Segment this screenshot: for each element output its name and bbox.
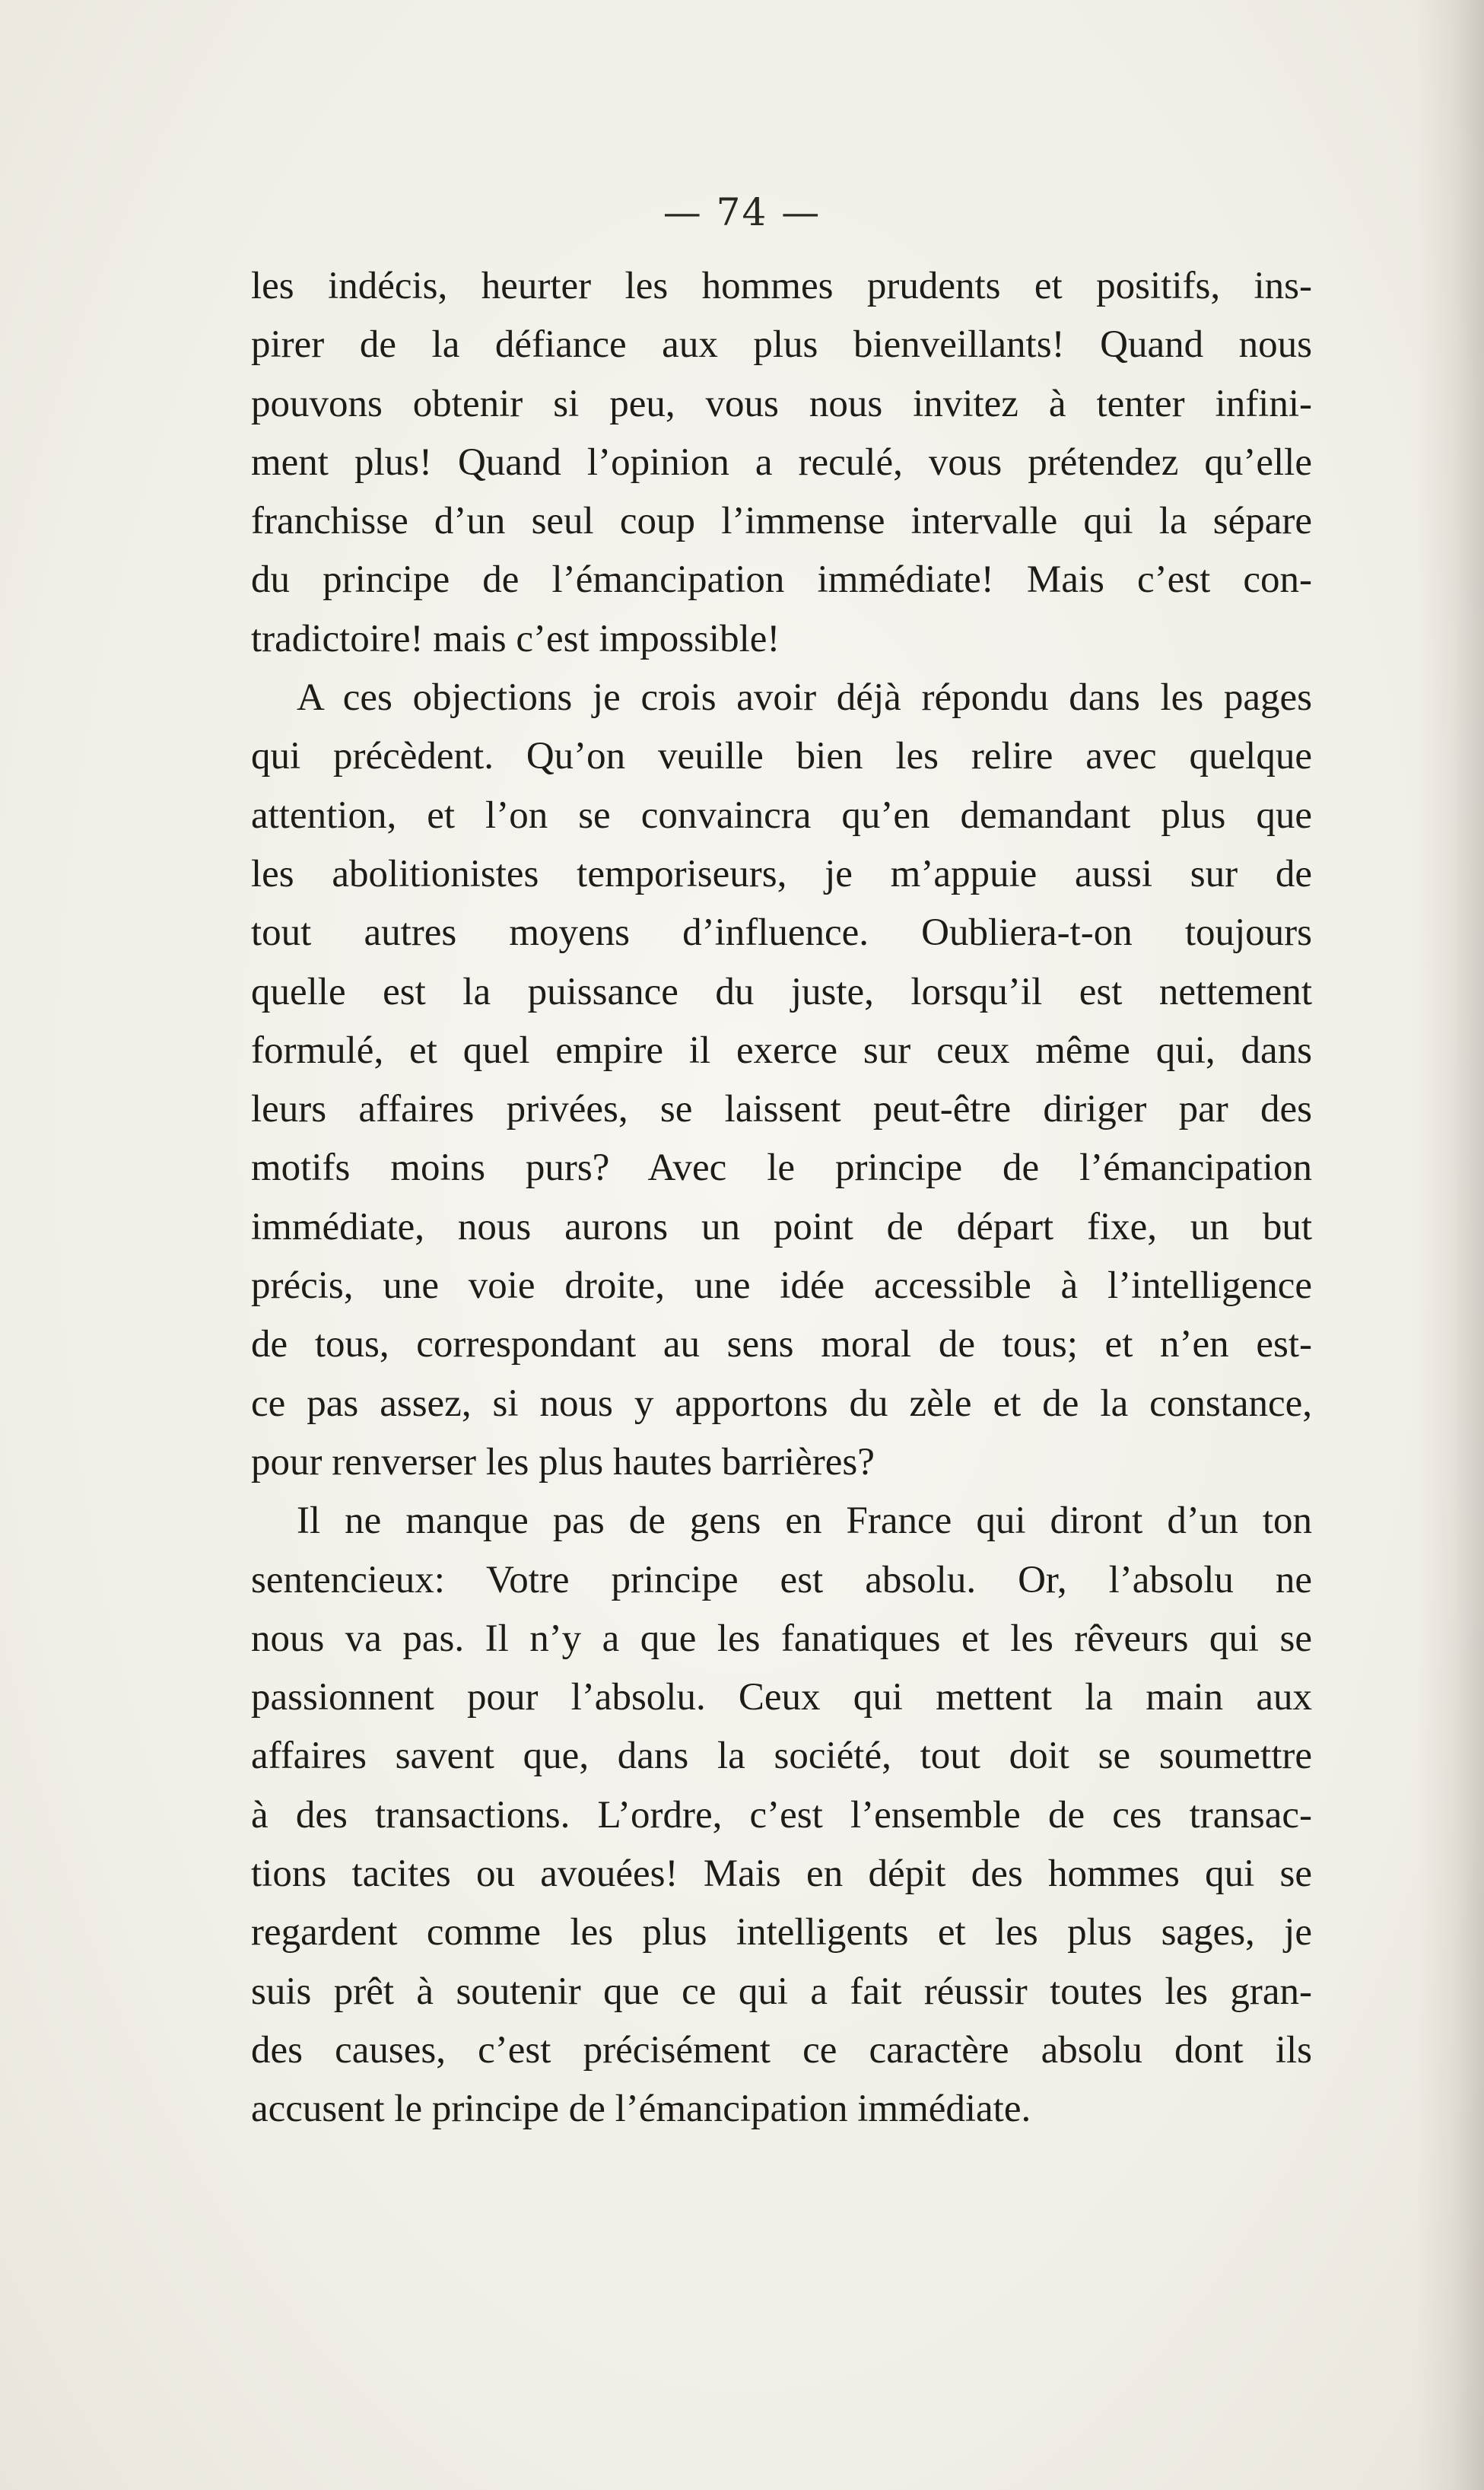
- text-line: tions tacites ou avouées! Mais en dépit des hommes qui se: [251, 1852, 1312, 1896]
- text-line: les indécis, heurter les hommes prudents et positifs, ins-: [251, 265, 1312, 307]
- text-line: attention, et l’on se convaincra qu’en demandant plus que: [251, 793, 1312, 837]
- text-line: du principe de l’émancipation immédiate! Mais c’est con-: [251, 558, 1312, 602]
- text-line: franchisse d’un seul coup l’immense intervalle qui la sépare: [251, 500, 1312, 543]
- text-line: A ces objections je crois avoir déjà répondu dans les pages: [297, 676, 1312, 720]
- text-line: tout autres moyens d’influence. Oubliera-t-on toujours: [251, 911, 1312, 955]
- text-line: regardent comme les plus intelligents et les plus sages, je: [251, 1911, 1312, 1954]
- text-line: pirer de la défiance aux plus bienveillants! Quand nous: [251, 323, 1312, 367]
- text-line: Il ne manque pas de gens en France qui diront d’un ton: [297, 1499, 1312, 1543]
- text-line: à des transactions. L’ordre, c’est l’ensemble de ces transac-: [251, 1793, 1312, 1836]
- text-line: nous va pas. Il n’y a que les fanatiques et les rêveurs qui se: [251, 1617, 1312, 1660]
- text-line: qui précèdent. Qu’on veuille bien les relire avec quelque: [251, 735, 1312, 778]
- text-line: les abolitionistes temporiseurs, je m’appuie aussi sur de: [251, 852, 1312, 895]
- text-line: des causes, c’est précisément ce caractère absolu dont ils: [251, 2028, 1312, 2072]
- body-text: [251, 257, 1312, 2139]
- text-line: pouvons obtenir si peu, vous nous invitez à tenter infini-: [251, 382, 1312, 425]
- text-line: immédiate, nous aurons un point de départ fixe, un but: [251, 1205, 1312, 1248]
- text-line: ment plus! Quand l’opinion a reculé, vous prétendez qu’elle: [251, 440, 1312, 484]
- text-line: accusent le principe de l’émancipation immédiate.: [251, 2088, 1031, 2131]
- text-line: passionnent pour l’absolu. Ceux qui mettent la main aux: [251, 1676, 1312, 1719]
- text-line: motifs moins purs? Avec le principe de l’émancipation: [251, 1146, 1312, 1190]
- paragraph-3: [251, 1492, 1312, 2139]
- text-line: quelle est la puissance du juste, lorsqu’il est nettement: [251, 970, 1312, 1013]
- page-edge-shadow: [1416, 0, 1484, 2490]
- text-line: ce pas assez, si nous y apportons du zèle et de la constance,: [251, 1382, 1312, 1425]
- paragraph-1: [251, 257, 1312, 669]
- text-line: précis, une voie droite, une idée accessible à l’intelligence: [251, 1264, 1312, 1308]
- text-line: affaires savent que, dans la société, tout doit se soumettre: [251, 1735, 1312, 1778]
- text-line: tradictoire! mais c’est impossible!: [251, 617, 780, 660]
- text-line: sentencieux: Votre principe est absolu. Or, l’absolu ne: [251, 1558, 1312, 1601]
- text-line: pour renverser les plus hautes barrières?: [251, 1440, 875, 1484]
- paragraph-2: [251, 669, 1312, 1492]
- text-line: formulé, et quel empire il exerce sur ceux même qui, dans: [251, 1029, 1312, 1072]
- page-number: — 74 —: [663, 190, 821, 234]
- text-line: suis prêt à soutenir que ce qui a fait réussir toutes les gran-: [251, 1970, 1312, 2013]
- text-line: de tous, correspondant au sens moral de tous; et n’en est-: [251, 1323, 1312, 1366]
- text-line: leurs affaires privées, se laissent peut-être diriger par des: [251, 1088, 1312, 1131]
